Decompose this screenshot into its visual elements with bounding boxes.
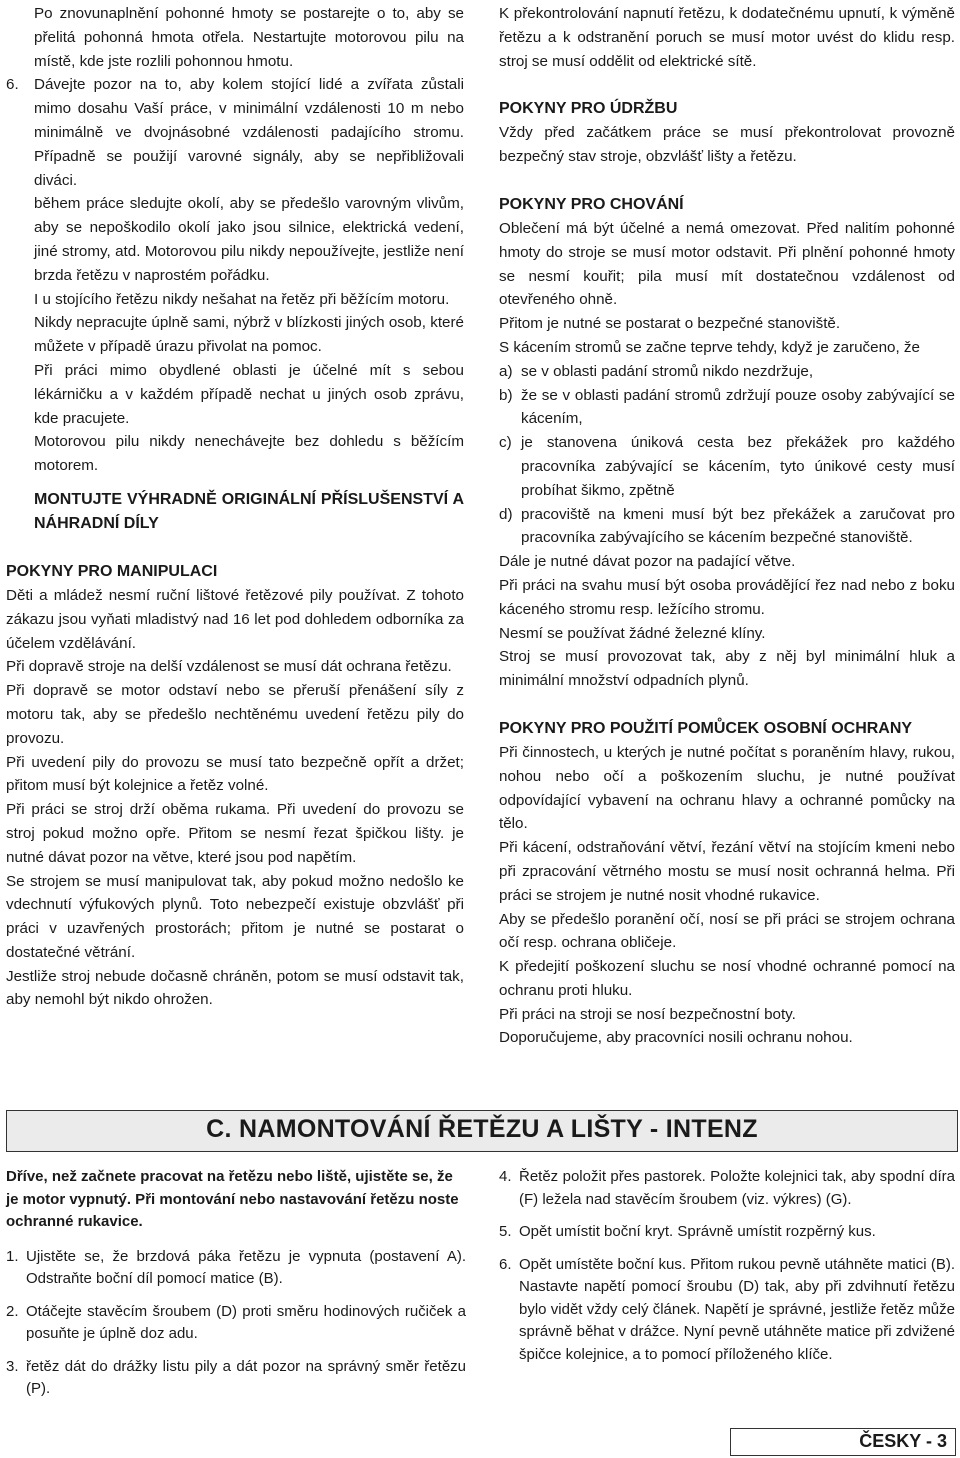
heading-handling: POKYNY PRO MANIPULACI	[6, 562, 218, 580]
item-letter: c)	[499, 434, 512, 452]
handling-paragraph-5: Při práci se stroj drží oběma rukama. Při uvedení do provozu se stroj pokud možno opře. Přitom se nesmí řezat špičkou lišty. je nutné dávat pozor na větve, které jsou pod napětím.	[6, 801, 464, 866]
heading-maintenance: POKYNY PRO ÚDRŽBU	[499, 100, 678, 118]
step-text: Opět umístit boční kryt. Správně umístit rozpěrný kus.	[519, 1223, 876, 1240]
list-item	[499, 503, 955, 551]
assembly-intro: Dříve, než začnete pracovat na řetězu nebo liště, ujistěte se, že je motor vypnutý. Při montování nebo nastavování řetězu noste ochranné rukavice.	[6, 1168, 459, 1230]
heading-protective-equipment: POKYNY PRO POUŽITÍ POMŮCEK OSOBNÍ OCHRANY	[499, 719, 913, 737]
item-text: Dávejte pozor na to, aby kolem stojící lidé a zvířata zůstali mimo dosahu Vaší práce, v minimální vzdálenosti 10 m nebo minimálně ve dvojnásobné vzdálenosti padajícího stromu. Případně se použijí varovné signály, aby se nepřibližovali diváci.	[34, 76, 464, 189]
paragraph-unattended: Motorovou pilu nikdy nenechávejte bez dohledu s běžícím motorem.	[34, 433, 464, 475]
item-letter: b)	[499, 386, 513, 404]
step-number: 4.	[499, 1168, 512, 1185]
maintenance-paragraph: Vždy před začátkem práce se musí překontrolovat provozně bezpečný stav stroje, obzvlášť lišty a řetězu.	[499, 124, 955, 166]
step-text: řetěz dát do drážky listu pily a dát pozor na správný směr řetězu (P).	[26, 1357, 466, 1397]
behaviour-paragraph-2: Přitom je nutné se postarat o bezpečné stanoviště.	[499, 315, 841, 333]
heading-original-parts: MONTUJTE VÝHRADNĚ ORIGINÁLNÍ PŘÍSLUŠENSTVÍ A NÁHRADNÍ DÍLY	[34, 490, 464, 532]
inspection-paragraph: K překontrolování napnutí řetězu, k dodatečnému upnutí, k výměně řetězu a k odstranění poruch se musí motor uvést do klidu resp. stroj se musí oddělit od elektrické sítě.	[499, 5, 955, 70]
behaviour-paragraph-7: Stroj se musí provozovat tak, aby z něj byl minimální hluk a minimální množství odpadních plynů.	[499, 648, 955, 690]
assembly-left-column	[6, 1166, 466, 1411]
heading-behaviour: POKYNY PRO CHOVÁNÍ	[499, 195, 684, 213]
step-text: Řetěz položit přes pastorek. Položte kolejnici tak, aby spodní díra (F) ležela nad stavěcím šroubem (viz. výkres) (G).	[519, 1168, 955, 1208]
paragraph-first-aid: Při práci mimo obydlené oblasti je účelné mít s sebou lékárničku a v každém případě nechat u jiných osob zprávu, kde pracujete.	[34, 361, 464, 427]
step-number: 2.	[6, 1302, 19, 1320]
paragraph-surroundings: během práce sledujte okolí, aby se předešlo varovným vlivům, aby se nepoškodilo okolí jako jsou silnice, elektrická vedení, jiné stromy, atd. Motorovou pilu nikdy nepoužívejte, jestliže není brzda řetězu v naprostém pořádku.	[34, 195, 464, 284]
section-title-bar	[6, 1110, 958, 1152]
list-item	[499, 360, 955, 384]
item-text: je stanovena úniková cesta bez překážek pro každého pracovníka zabývající se kácením, tyto únikové cesty musí probíhat šikmo, zpětně	[521, 434, 955, 499]
step-item	[499, 1254, 955, 1367]
step-text: Otáčejte stavěcím šroubem (D) proti směru hodinových ručiček a posuňte je úplně doz adu.	[26, 1302, 466, 1342]
item-number: 6.	[6, 76, 19, 94]
step-number: 5.	[499, 1223, 512, 1240]
handling-paragraph-1: Děti a mládež nesmí ruční lištové řetězové pily používat. Z tohoto zákazu jsou vyňati mladistvý nad 16 let pod dohledem odborníka za účelem vzdělávání.	[6, 586, 464, 652]
behaviour-paragraph-5: Při práci na svahu musí být osoba provádějící řez nad nebo z boku káceného stromu resp. ležícího stromu.	[499, 576, 955, 618]
section-title: C. NAMONTOVÁNÍ ŘETĚZU A LIŠTY - INTENZ	[206, 1115, 758, 1143]
step-number: 6.	[499, 1255, 512, 1273]
refuel-paragraph: Po znovunaplnění pohonné hmoty se postarejte o to, aby se přelitá pohonná hmota otřela. Nestartujte motorovou pilu na místě, kde jste rozlili pohonnou hmotu.	[34, 5, 464, 70]
assembly-right-column	[499, 1166, 955, 1376]
item-letter: d)	[499, 505, 513, 523]
page-label: ČESKY - 3	[859, 1431, 947, 1451]
step-item	[499, 1166, 955, 1211]
behaviour-paragraph-6: Nesmí se používat žádné železné klíny.	[499, 624, 766, 642]
left-column	[6, 2, 464, 1012]
handling-paragraph-4: Při uvedení pily do provozu se musí tato bezpečně opřít a držet; přitom musí být kolejnice a řetěz volné.	[6, 753, 464, 795]
list-item	[499, 431, 955, 502]
step-text: Opět umístěte boční kus. Přitom rukou pevně utáhněte matici (B). Nastavte napětí pomocí šroubu (D) tak, aby při zdvihnutí řetězu bylo vidět vždy celý článek. Napětí je správné, jestliže řetěz může správně běhat v drážce. Nyní pevně utáhněte matice při zdvižené špičce kolejnice, a to pomocí příloženého klíče.	[519, 1255, 955, 1363]
handling-paragraph-3: Při dopravě se motor odstaví nebo se přeruší přenášení síly z motoru tak, aby se předešlo nechtěnému uvedení řetězu pily do provozu.	[6, 682, 464, 747]
ppe-paragraph-3: Aby se předešlo poranění očí, nosí se při práci se strojem ochrana očí resp. ochrana obličeje.	[499, 910, 955, 952]
ppe-paragraph-5: Při práci na stroji se nosí bezpečnostní boty.	[499, 1005, 796, 1023]
list-item-6	[6, 73, 464, 192]
step-item	[6, 1356, 466, 1401]
step-item	[6, 1301, 466, 1346]
handling-paragraph-2: Při dopravě stroje na delší vzdálenost se musí dát ochrana řetězu.	[6, 658, 452, 676]
behaviour-paragraph-1: Oblečení má být účelné a nemá omezovat. Před nalitím pohonné hmoty do stroje se musí motor odstavit. Při plnění pohonné hmoty se nesmí kouřit; pila musí mít dostatečnou vzdálenost od otevřeného ohně.	[499, 219, 955, 309]
step-item	[6, 1246, 466, 1291]
right-column	[499, 2, 955, 1050]
step-number: 1.	[6, 1247, 19, 1265]
paragraph-alone: Nikdy nepracujte úplně sami, nýbrž v blízkosti jiných osob, které můžete v případě úrazu přivolat na pomoc.	[34, 314, 464, 356]
step-text: Ujistěte se, že brzdová páka řetězu je vypnuta (postavení A). Odstraňte boční díl pomocí matice (B).	[26, 1247, 466, 1287]
item-text: se v oblasti padání stromů nikdo nezdržuje,	[521, 362, 814, 380]
paragraph-chain: I u stojícího řetězu nikdy nešahat na řetěz při běžícím motoru.	[34, 290, 450, 308]
felling-conditions-list	[499, 360, 955, 550]
ppe-paragraph-4: K předejití poškození sluchu se nosí vhodné ochranné pomocí na ochranu proti hluku.	[499, 958, 955, 999]
behaviour-paragraph-4: Dále je nutné dávat pozor na padající větve.	[499, 553, 796, 571]
assembly-steps-right	[499, 1166, 955, 1366]
numbered-list	[6, 73, 464, 192]
list-item	[499, 384, 955, 432]
ppe-paragraph-2: Při kácení, odstraňování větví, řezání větví na stojícím kmeni nebo při zpracování větrného mostu se musí nosit ochranná helma. Při práci se strojem je nutné nosit vhodné rukavice.	[499, 839, 955, 904]
step-item	[499, 1221, 955, 1244]
handling-paragraph-6: Se strojem se musí manipulovat tak, aby pokud možno nedošlo ke vdechnutí výfukových plynů. Toto nebezpečí existuje obzvlášť při práci v uzavřených prostorách; přitom je nutné se postarat o dostatečné větrání.	[6, 872, 464, 961]
step-number: 3.	[6, 1357, 19, 1375]
behaviour-paragraph-3: S kácením stromů se začne teprve tehdy, když je zaručeno, že	[499, 338, 920, 356]
item-letter: a)	[499, 362, 513, 380]
item-text: pracoviště na kmeni musí být bez překážek a zaručovat pro pracovníka zabývajícího se kácením bezpečné stanoviště.	[521, 505, 955, 547]
assembly-steps-left	[6, 1246, 466, 1401]
page-footer-box	[730, 1428, 956, 1456]
item-text: že se v oblasti padání stromů zdržují pouze osoby zabývající se kácením,	[521, 386, 955, 428]
ppe-paragraph-1: Při činnostech, u kterých je nutné počítat s poraněním hlavy, rukou, nohou nebo očí a poškozením sluchu, je nutné používat odpovídající vybavení na ochranu hlavy a ochranné pomůcky na tělo.	[499, 743, 955, 833]
handling-paragraph-7: Jestliže stroj nebude dočasně chráněn, potom se musí odstavit tak, aby nemohl být nikdo ohrožen.	[6, 967, 464, 1009]
ppe-paragraph-6: Doporučujeme, aby pracovníci nosili ochranu nohou.	[499, 1029, 853, 1047]
